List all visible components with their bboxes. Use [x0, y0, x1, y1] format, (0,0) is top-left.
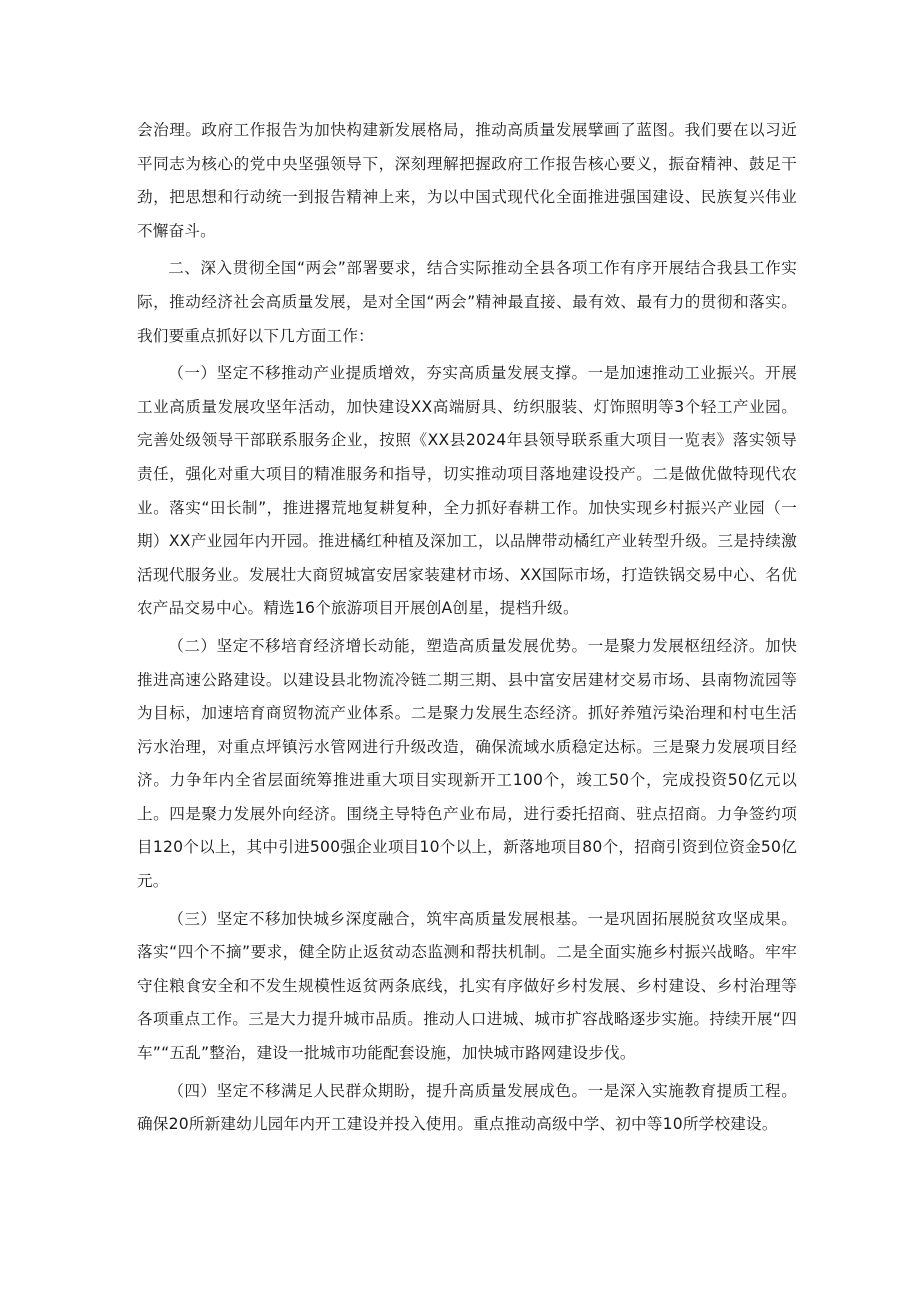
document-body	[137, 114, 797, 1142]
paragraph-continuation: 会治理。政府工作报告为加快构建新发展格局，推动高质量发展擘画了蓝图。我们要在以习近平同志为核心的党中央坚强领导下，深刻理解把握政府工作报告核心要义，振奋精神、鼓足干劲，把思想和行动统一到报告精神上来，为以中国式现代化全面推进强国建设、民族复兴伟业不懈奋斗。	[137, 121, 797, 240]
paragraph-item-one: （一）坚定不移推动产业提质增效，夯实高质量发展支撑。一是加速推动工业振兴。开展工业高质量发展攻坚年活动，加快建设XX高端厨具、纺织服装、灯饰照明等3个轻工产业园。完善处级领导干部联系服务企业，按照《XX县2024年县领导联系重大项目一览表》落实领导责任，强化对重大项目的精准服务和指导，切实推动项目落地建设投产。二是做优做特现代农业。落实“田长制”，推进撂荒地复耕复种，全力抓好春耕工作。加快实现乡村振兴产业园（一期）XX产业园年内开园。推进橘红种植及深加工，以品牌带动橘红产业转型升级。三是持续激活现代服务业。发展壮大商贸城富安居家装建材市场、XX国际市场，打造铁锅交易中心、名优农产品交易中心。精选16个旅游项目开展创A创星，提档升级。	[137, 364, 797, 618]
paragraph-section-two: 二、深入贯彻全国“两会”部署要求，结合实际推动全县各项工作有序开展结合我县工作实际，推动经济社会高质量发展，是对全国“两会”精神最直接、最有效、最有力的贯彻和落实。我们要重点抓好以下几方面工作：	[137, 259, 797, 345]
paragraph-item-two: （二）坚定不移培育经济增长动能，塑造高质量发展优势。一是聚力发展枢纽经济。加快推进高速公路建设。以建设县北物流冷链二期三期、县中富安居建材交易市场、县南物流园等为目标，加速培育商贸物流产业体系。二是聚力发展生态经济。抓好养殖污染治理和村屯生活污水治理，对重点坪镇污水管网进行升级改造，确保流域水质稳定达标。三是聚力发展项目经济。力争年内全省层面统筹推进重大项目实现新开工100个，竣工50个，完成投资50亿元以上。四是聚力发展外向经济。围绕主导特色产业布局，进行委托招商、驻点招商。力争签约项目120个以上，其中引进500强企业项目10个以上，新落地项目80个，招商引资到位资金50亿元。	[137, 636, 797, 891]
paragraph-item-four: （四）坚定不移满足人民群众期盼，提升高质量发展成色。一是深入实施教育提质工程。确保20所新建幼儿园年内开工建设并投入使用。重点推动高级中学、初中等10所学校建设。	[137, 1081, 797, 1134]
paragraph-item-three: （三）坚定不移加快城乡深度融合，筑牢高质量发展根基。一是巩固拓展脱贫攻坚成果。落实“四个不摘”要求，健全防止返贫动态监测和帮扶机制。二是全面实施乡村振兴战略。牢牢守住粮食安全和不发生规模性返贫两条底线，扎实有序做好乡村发展、乡村建设、乡村治理等各项重点工作。三是大力提升城市品质。推动人口进城、城市扩容战略逐步实施。持续开展“四车”“五乱”整治，建设一批城市功能配套设施，加快城市路网建设步伐。	[137, 909, 797, 1063]
